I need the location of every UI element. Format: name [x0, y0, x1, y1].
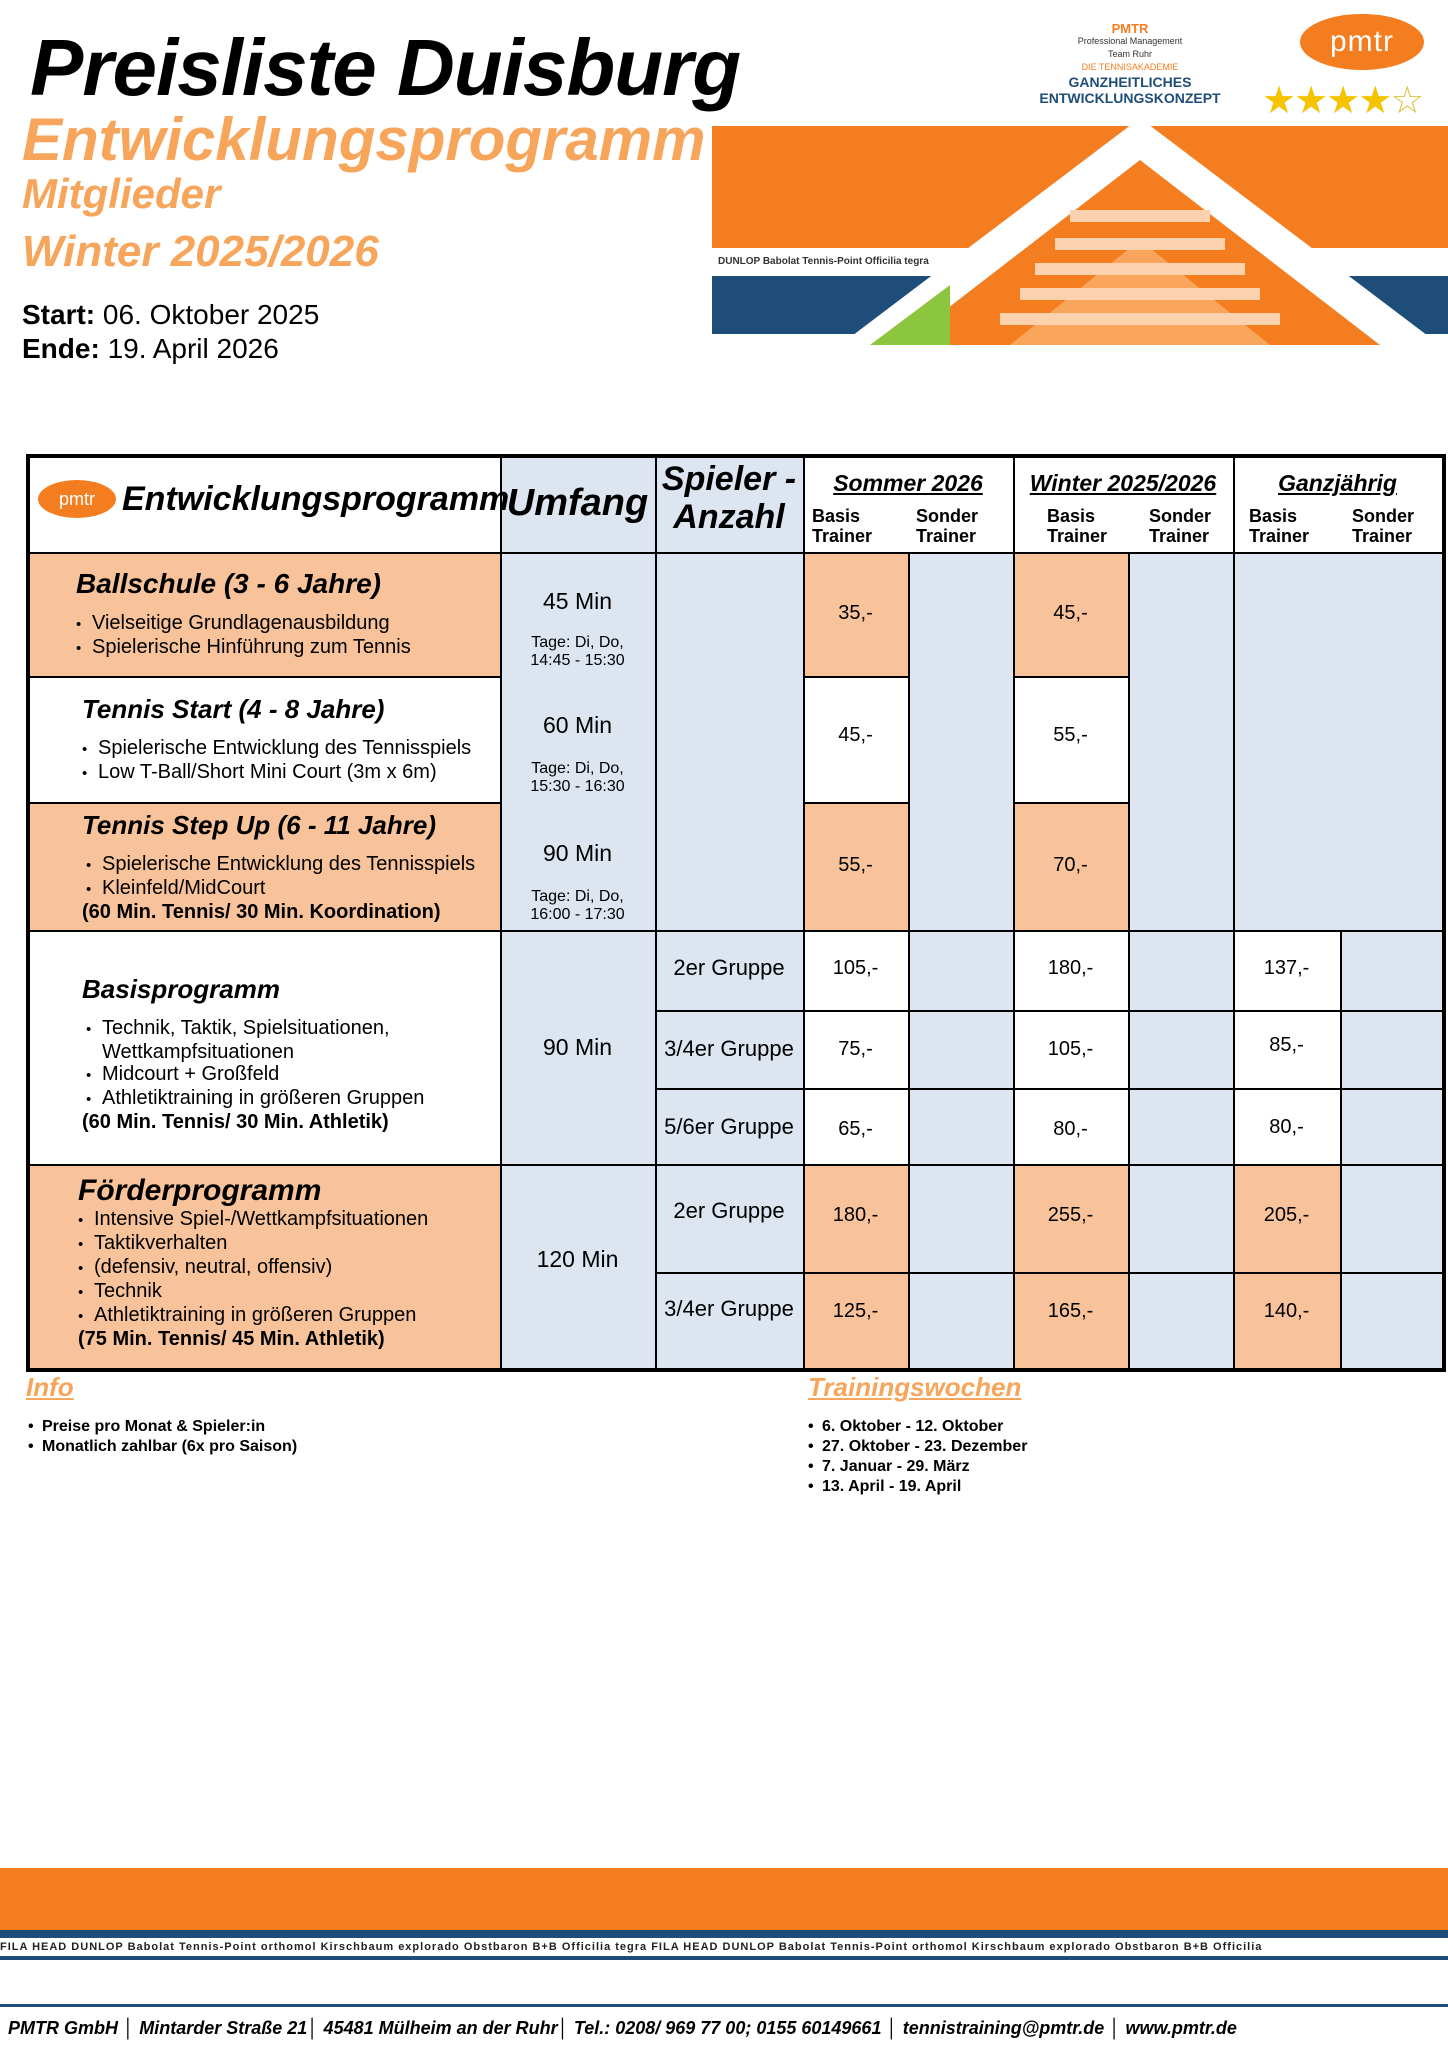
header-season-winter: Winter 2025/2026	[1029, 470, 1217, 496]
season-dates	[22, 298, 319, 366]
banner-sponsor-text: DUNLOP Babolat Tennis-Point Officilia tegra	[718, 256, 929, 267]
concept-pyramid	[830, 100, 1448, 350]
header-basis-trainer	[1249, 506, 1309, 546]
price-ganz-basis: 137,-	[1263, 957, 1310, 979]
winter-sonder-bg	[1128, 554, 1233, 1368]
training-times	[500, 760, 655, 796]
trainingswochen-list	[808, 1417, 1027, 1497]
training-times	[500, 888, 655, 924]
tage-line: Tage: Di, Do,	[531, 760, 624, 777]
trainingswochen-heading: Trainingswochen	[808, 1372, 1022, 1402]
header-basis-trainer	[812, 506, 872, 546]
header-umfang: Umfang	[506, 482, 649, 524]
price-ganz-basis: 80,-	[1269, 1116, 1304, 1138]
grid-line	[1128, 554, 1130, 1368]
header-spieler-1: Spieler -	[661, 460, 797, 498]
price-ganz-basis: 205,-	[1263, 1204, 1310, 1226]
umfang-value: 120 Min	[536, 1246, 619, 1272]
price-winter-basis: 105,-	[1047, 1038, 1094, 1060]
group-size: 5/6er Gruppe	[664, 1114, 794, 1139]
program-bullets	[82, 737, 496, 785]
sonder-line-1: Sonder	[916, 506, 979, 526]
price-sommer-basis: 125,-	[832, 1300, 879, 1322]
grid-line	[803, 802, 908, 804]
footer-divider	[0, 2004, 1448, 2007]
price-sommer-basis: 35,-	[838, 602, 873, 624]
price-winter-basis: 70,-	[1053, 854, 1088, 876]
header-spieler-2: Anzahl	[673, 498, 785, 536]
grid-line	[803, 676, 908, 678]
grid-line	[908, 554, 910, 1368]
price-winter-basis: 180,-	[1047, 957, 1094, 979]
program-title: Förderprogramm	[78, 1174, 322, 1207]
cell-bg	[803, 1164, 908, 1368]
basis-line-2: Trainer	[812, 526, 873, 546]
sonder-line-1: Sonder	[1149, 506, 1212, 526]
grid-line	[655, 1010, 1442, 1012]
bullet-item: • Spielerische Entwicklung des Tennisspiels	[86, 853, 496, 877]
stars-full-icon: ★★★★	[1262, 80, 1391, 122]
sommer-sonder-bg	[908, 554, 1013, 1368]
info-list	[26, 1417, 297, 1457]
pyramid-level-basis	[1020, 288, 1260, 300]
season-label: Winter 2025/2026	[22, 227, 379, 276]
price-sommer-basis: 180,-	[832, 1204, 879, 1226]
star-empty-icon: ☆	[1390, 80, 1423, 122]
program-title: Tennis Step Up (6 - 11 Jahre)	[82, 810, 436, 840]
price-winter-basis: 165,-	[1047, 1300, 1094, 1322]
ganzjaehrig-empty-bg	[1233, 554, 1442, 932]
cell-bg	[1013, 1164, 1128, 1368]
footer-address: PMTR GmbH │ Mintarder Straße 21│ 45481 Mülheim an der Ruhr│ Tel.: 0208/ 969 77 00; 0155 60149661 │ tennistraining@pmtr.de │ www.pmtr.de	[8, 2018, 1237, 2038]
trainingswoche-item: • 6. Oktober - 12. Oktober	[808, 1417, 1027, 1437]
bullet-item: • Technik	[78, 1280, 496, 1304]
grid-line	[30, 1164, 1442, 1166]
start-label: Start:	[22, 299, 96, 330]
info-heading: Info	[26, 1372, 74, 1402]
price-sommer-basis: 65,-	[838, 1118, 873, 1140]
bullet-item: • Spielerische Entwicklung des Tennisspiels	[82, 737, 496, 761]
start-value: 06. Oktober 2025	[102, 299, 320, 330]
program-note: (60 Min. Tennis/ 30 Min. Koordination)	[82, 901, 441, 923]
bullet-item: • Athletiktraining in größeren Gruppen	[86, 1087, 496, 1111]
time-line: 14:45 - 15:30	[530, 652, 625, 669]
grid-line	[30, 676, 500, 678]
grid-line	[30, 930, 1442, 932]
trainingswoche-item: • 27. Oktober - 23. Dezember	[808, 1437, 1027, 1457]
grid-line	[1013, 802, 1128, 804]
sonder-line-2: Trainer	[1149, 526, 1210, 546]
group-size: 2er Gruppe	[673, 955, 785, 980]
price-ganz-basis: 85,-	[1269, 1034, 1304, 1056]
umfang-value: 90 Min	[542, 1034, 613, 1060]
training-times	[500, 634, 655, 670]
program-tennis-start	[82, 694, 496, 785]
price-winter-basis: 80,-	[1053, 1118, 1088, 1140]
page-subtitle: Entwicklungsprogramm	[22, 106, 706, 173]
bullet-continuation: Wettkampfsituationen	[102, 1041, 294, 1063]
program-title: Basisprogramm	[82, 974, 280, 1004]
trainingswochen-section	[808, 1372, 1027, 1497]
org-line-2: Professional Management	[1077, 36, 1183, 46]
tage-line: Tage: Di, Do,	[531, 634, 624, 651]
program-basisprogramm	[82, 974, 496, 1133]
pmtr-logo: pmtr	[1300, 14, 1424, 70]
header-basis-trainer	[1047, 506, 1107, 546]
bullet-item: • Intensive Spiel-/Wettkampfsituationen	[78, 1208, 496, 1232]
price-sommer-basis: 75,-	[838, 1038, 873, 1060]
program-bullets	[82, 853, 496, 901]
bullet-item: • Vielseitige Grundlagenausbildung	[76, 612, 496, 636]
header-season-ganzjaehrig: Ganzjährig	[1278, 470, 1397, 496]
time-line: 15:30 - 16:30	[530, 778, 625, 795]
time-line: 16:00 - 17:30	[530, 906, 625, 923]
bullet-item: • Spielerische Hinführung zum Tennis	[76, 636, 496, 660]
banner-org-title	[1010, 22, 1250, 106]
bullet-item: • Athletiktraining in größeren Gruppen	[78, 1304, 496, 1328]
program-bullets	[76, 612, 496, 660]
price-ganz-basis: 140,-	[1263, 1300, 1310, 1322]
tage-line: Tage: Di, Do,	[531, 888, 624, 905]
program-tennis-step-up	[82, 810, 496, 923]
rating-stars	[1262, 78, 1422, 123]
bullet-item: • Kleinfeld/MidCourt	[86, 877, 496, 901]
sonder-line-2: Trainer	[916, 526, 977, 546]
audience-label: Mitglieder	[22, 170, 221, 217]
concept-line-1: GANZHEITLICHES	[1068, 74, 1192, 90]
header-season-sommer: Sommer 2026	[833, 470, 983, 496]
grid-line	[1013, 458, 1015, 1368]
grid-line	[30, 802, 500, 804]
price-winter-basis: 45,-	[1053, 602, 1088, 624]
header-spieler	[655, 460, 803, 536]
cell-bg	[1233, 1164, 1340, 1368]
org-line-1: PMTR	[1111, 21, 1149, 36]
basis-line-1: Basis	[1249, 506, 1298, 526]
basis-line-2: Trainer	[1249, 526, 1310, 546]
program-bullets	[78, 1208, 496, 1328]
info-section	[26, 1372, 297, 1457]
org-line-4: DIE TENNISAKADEMIE	[1081, 62, 1179, 72]
header-sonder-trainer	[1352, 506, 1414, 546]
group-size: 2er Gruppe	[673, 1198, 785, 1223]
program-title: Ballschule (3 - 6 Jahre)	[76, 568, 382, 599]
basis-line-1: Basis	[812, 506, 861, 526]
grid-line	[655, 1272, 1442, 1274]
program-note: (60 Min. Tennis/ 30 Min. Athletik)	[82, 1111, 389, 1133]
header-sonder-trainer	[916, 506, 978, 546]
grid-line	[1233, 458, 1235, 1368]
price-winter-basis: 255,-	[1047, 1204, 1094, 1226]
program-note: (75 Min. Tennis/ 45 Min. Athletik)	[78, 1328, 385, 1350]
sonder-line-1: Sonder	[1352, 506, 1415, 526]
pyramid-level-perspektiv	[1055, 238, 1225, 250]
footer-sponsor-strip: FILA HEAD DUNLOP Babolat Tennis-Point orthomol Kirschbaum explorado Obstbaron B+B Officilia tegra FILA HEAD DUNLOP Babolat Tennis-Point orthomol Kirschbaum explorado Obstbaron B+B Officilia	[0, 1938, 1448, 1956]
pyramid-level-stepup	[1000, 313, 1280, 325]
info-item: • Preise pro Monat & Spieler:in	[28, 1417, 297, 1437]
program-bullets	[82, 1017, 496, 1111]
umfang-value: 45 Min	[542, 588, 613, 614]
umfang-value: 90 Min	[542, 840, 613, 866]
info-item: • Monatlich zahlbar (6x pro Saison)	[28, 1437, 297, 1457]
bullet-item: • Technik, Taktik, Spielsituationen,	[86, 1017, 496, 1041]
concept-line-2: ENTWICKLUNGSKONZEPT	[1039, 90, 1221, 106]
program-foerderprogramm	[78, 1174, 496, 1350]
bullet-item: • Low T-Ball/Short Mini Court (3m x 6m)	[82, 761, 496, 785]
price-sommer-basis: 45,-	[838, 724, 873, 746]
program-ballschule	[76, 568, 496, 660]
bullet-item: • Midcourt + Großfeld	[86, 1063, 496, 1087]
table-pmtr-logo: pmtr	[38, 480, 116, 518]
group-size: 3/4er Gruppe	[664, 1296, 794, 1321]
footer-orange-band	[0, 1868, 1448, 1934]
pyramid-level-leistung	[1070, 210, 1210, 222]
bullet-item: • (defensiv, neutral, offensiv)	[78, 1256, 496, 1280]
price-sommer-basis: 105,-	[832, 957, 879, 979]
header-program: Entwicklungsprogramm	[122, 480, 510, 518]
group-size: 3/4er Gruppe	[664, 1036, 794, 1061]
grid-line	[655, 1088, 1442, 1090]
pyramid-level-foerder	[1035, 263, 1245, 275]
price-sommer-basis: 55,-	[838, 854, 873, 876]
grid-line	[1013, 676, 1128, 678]
price-winter-basis: 55,-	[1053, 724, 1088, 746]
umfang-value: 60 Min	[542, 712, 613, 738]
trainingswoche-item: • 7. Januar - 29. März	[808, 1457, 1027, 1477]
sonder-line-2: Trainer	[1352, 526, 1413, 546]
bullet-item: • Taktikverhalten	[78, 1232, 496, 1256]
end-label: Ende:	[22, 333, 100, 364]
org-line-3: Team Ruhr	[1107, 49, 1152, 59]
ganz-sonder-bg	[1340, 932, 1442, 1368]
trainingswoche-item: • 13. April - 19. April	[808, 1477, 1027, 1497]
grid-line	[803, 458, 805, 1368]
header-sonder-trainer	[1149, 506, 1211, 546]
page-title: Preisliste Duisburg	[30, 23, 741, 112]
spieler-column-bg	[655, 458, 803, 1368]
basis-line-1: Basis	[1047, 506, 1096, 526]
end-value: 19. April 2026	[107, 333, 279, 364]
grid-line	[30, 552, 1442, 554]
program-title: Tennis Start (4 - 8 Jahre)	[82, 694, 385, 724]
grid-line	[655, 458, 657, 1368]
grid-line	[1340, 930, 1342, 1368]
basis-line-2: Trainer	[1047, 526, 1108, 546]
price-table	[26, 454, 1446, 1372]
